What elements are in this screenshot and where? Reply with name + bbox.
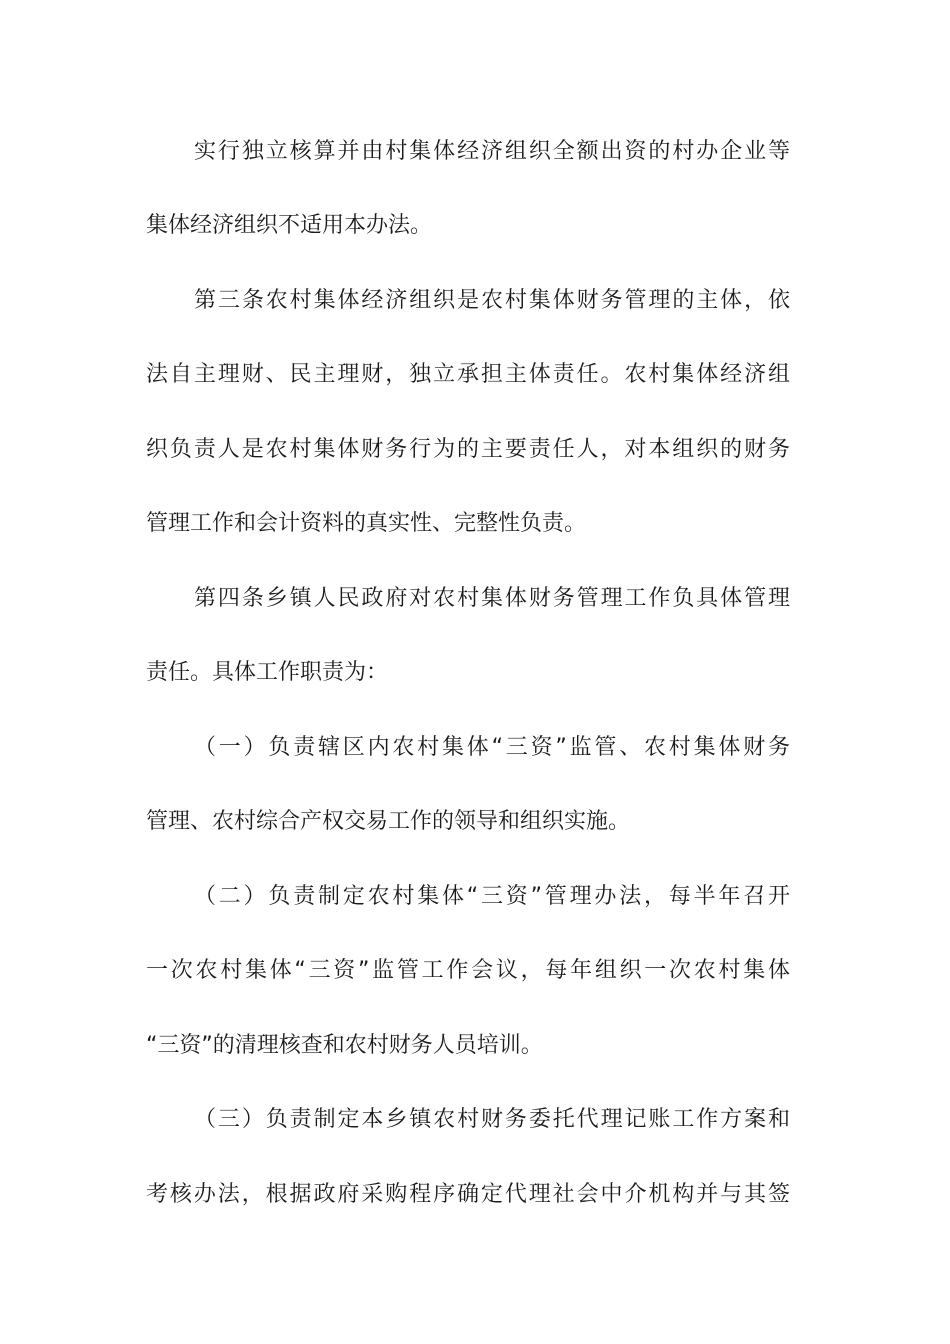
paragraph-line: 第四条乡镇人民政府对农村集体财务管理工作负具体管理	[194, 586, 790, 611]
paragraph-line: 管理工作和会计资料的真实性、完整性负责。	[146, 511, 587, 536]
paragraph-line: 织负责人是农村集体财务行为的主要责任人，对本组织的财务	[146, 437, 790, 462]
paragraph-line: （三）负责制定本乡镇农村财务委托代理记账工作方案和	[194, 1107, 790, 1132]
paragraph-line: 第三条农村集体经济组织是农村集体财务管理的主体，依	[194, 288, 790, 313]
paragraph-line: 责任。具体工作职责为：	[146, 660, 389, 685]
paragraph-line: 管理、农村综合产权交易工作的领导和组织实施。	[146, 809, 631, 834]
paragraph-line: 法自主理财、民主理财，独立承担主体责任。农村集体经济组	[146, 362, 790, 387]
paragraph-line: 实行独立核算并由村集体经济组织全额出资的村办企业等	[194, 139, 790, 164]
paragraph-line: 集体经济组织不适用本办法。	[146, 213, 433, 238]
paragraph-line: （一）负责辖区内农村集体“三资”监管、农村集体财务	[194, 735, 790, 760]
paragraph-line: （二）负责制定农村集体“三资”管理办法，每半年召开	[194, 884, 790, 909]
paragraph-line: “三资”的清理核查和农村财务人员培训。	[146, 1033, 543, 1058]
paragraph-line: 一次农村集体“三资”监管工作会议，每年组织一次农村集体	[146, 958, 790, 983]
paragraph-line: 考核办法，根据政府采购程序确定代理社会中介机构并与其签	[146, 1182, 790, 1207]
